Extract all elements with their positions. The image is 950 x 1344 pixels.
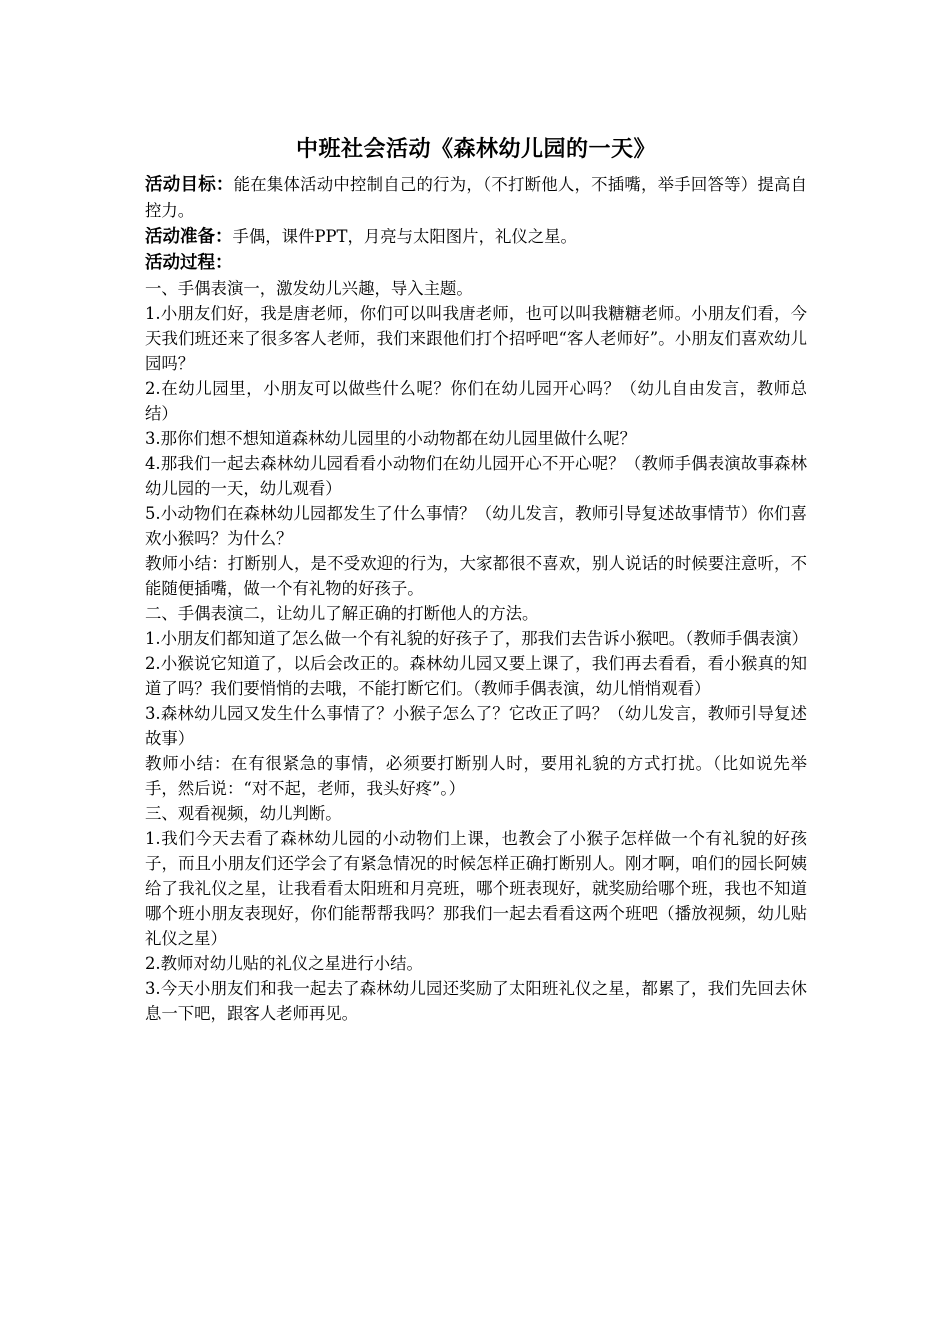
body-paragraph: 3.那你们想不想知道森林幼儿园里的小动物都在幼儿园里做什么呢？ — [145, 429, 636, 448]
section-heading-2: 二、手偶表演二，让幼儿了解正确的打断他人的方法。 — [145, 604, 539, 623]
body-paragraph: 3.今天小朋友们和我一起去了森林幼儿园还奖励了太阳班礼仪之星，都累了，我们先回去休息一下吧，跟客人老师再见。 — [145, 979, 807, 1023]
body-paragraph: 2.在幼儿园里，小朋友可以做些什么呢？你们在幼儿园开心吗？（幼儿自由发言，教师总结） — [145, 379, 807, 423]
activity-process-label: 活动过程： — [145, 253, 233, 273]
activity-goal-text: 能在集体活动中控制自己的行为，（不打断他人，不插嘴，举手回答等）提高自控力。 — [145, 175, 807, 220]
body-paragraph: 1.小朋友们都知道了怎么做一个有礼貌的好孩子了，那我们去告诉小猴吧。（教师手偶表演） — [145, 629, 809, 648]
body-paragraph: 2.教师对幼儿贴的礼仪之星进行小结。 — [145, 954, 423, 973]
activity-preparation — [145, 224, 807, 250]
teacher-summary: 教师小结：在有很紧急的事情，必须要打断别人时，要用礼貌的方式打扰。（比如说先举手，然后说：“对不起，老师，我头好疼”。） — [145, 754, 807, 798]
teacher-summary: 教师小结：打断别人，是不受欢迎的行为，大家都很不喜欢，别人说话的时候要注意听，不能随便插嘴，做一个有礼物的好孩子。 — [145, 554, 807, 598]
body-paragraph: 1.小朋友们好，我是唐老师，你们可以叫我唐老师，也可以叫我糖糖老师。小朋友们看，今天我们班还来了很多客人老师，我们来跟他们打个招呼吧“客人老师好”。小朋友们喜欢幼儿园吗？ — [145, 304, 807, 373]
section-heading-3: 三、观看视频，幼儿判断。 — [145, 804, 342, 823]
document-title: 中班社会活动《森林幼儿园的一天》 — [295, 137, 656, 162]
body-paragraph: 5.小动物们在森林幼儿园都发生了什么事情？（幼儿发言，教师引导复述故事情节）你们喜欢小猴吗？为什么？ — [145, 504, 807, 548]
activity-preparation-label: 活动准备： — [145, 227, 233, 247]
activity-process — [145, 250, 807, 276]
body-paragraph: 1.我们今天去看了森林幼儿园的小动物们上课，也教会了小猴子怎样做一个有礼貌的好孩子，而且小朋友们还学会了有紧急情况的时候怎样正确打断别人。刚才啊，咱们的园长阿姨给了我礼仪之星，让我看看太阳班和月亮班，哪个班表现好，就奖励给哪个班，我也不知道哪个班小朋友表现好，你们能帮帮我吗？那我们一起去看看这两个班吧（播放视频，幼儿贴礼仪之星） — [145, 829, 807, 948]
activity-preparation-text: 手偶，课件PPT，月亮与太阳图片，礼仪之星。 — [232, 227, 577, 246]
activity-goal — [145, 172, 807, 224]
section-heading-1: 一、手偶表演一，激发幼儿兴趣，导入主题。 — [145, 279, 473, 298]
body-paragraph: 3.森林幼儿园又发生什么事情了？小猴子怎么了？它改正了吗？（幼儿发言，教师引导复述故事） — [145, 704, 807, 748]
body-paragraph: 2.小猴说它知道了，以后会改正的。森林幼儿园又要上课了，我们再去看看，看小猴真的知道了吗？我们要悄悄的去哦，不能打断它们。（教师手偶表演，幼儿悄悄观看） — [145, 654, 807, 698]
activity-goal-label: 活动目标： — [145, 175, 234, 195]
document-page — [145, 130, 807, 1026]
body-paragraph: 4.那我们一起去森林幼儿园看看小动物们在幼儿园开心不开心呢？（教师手偶表演故事森林幼儿园的一天，幼儿观看） — [145, 454, 807, 498]
